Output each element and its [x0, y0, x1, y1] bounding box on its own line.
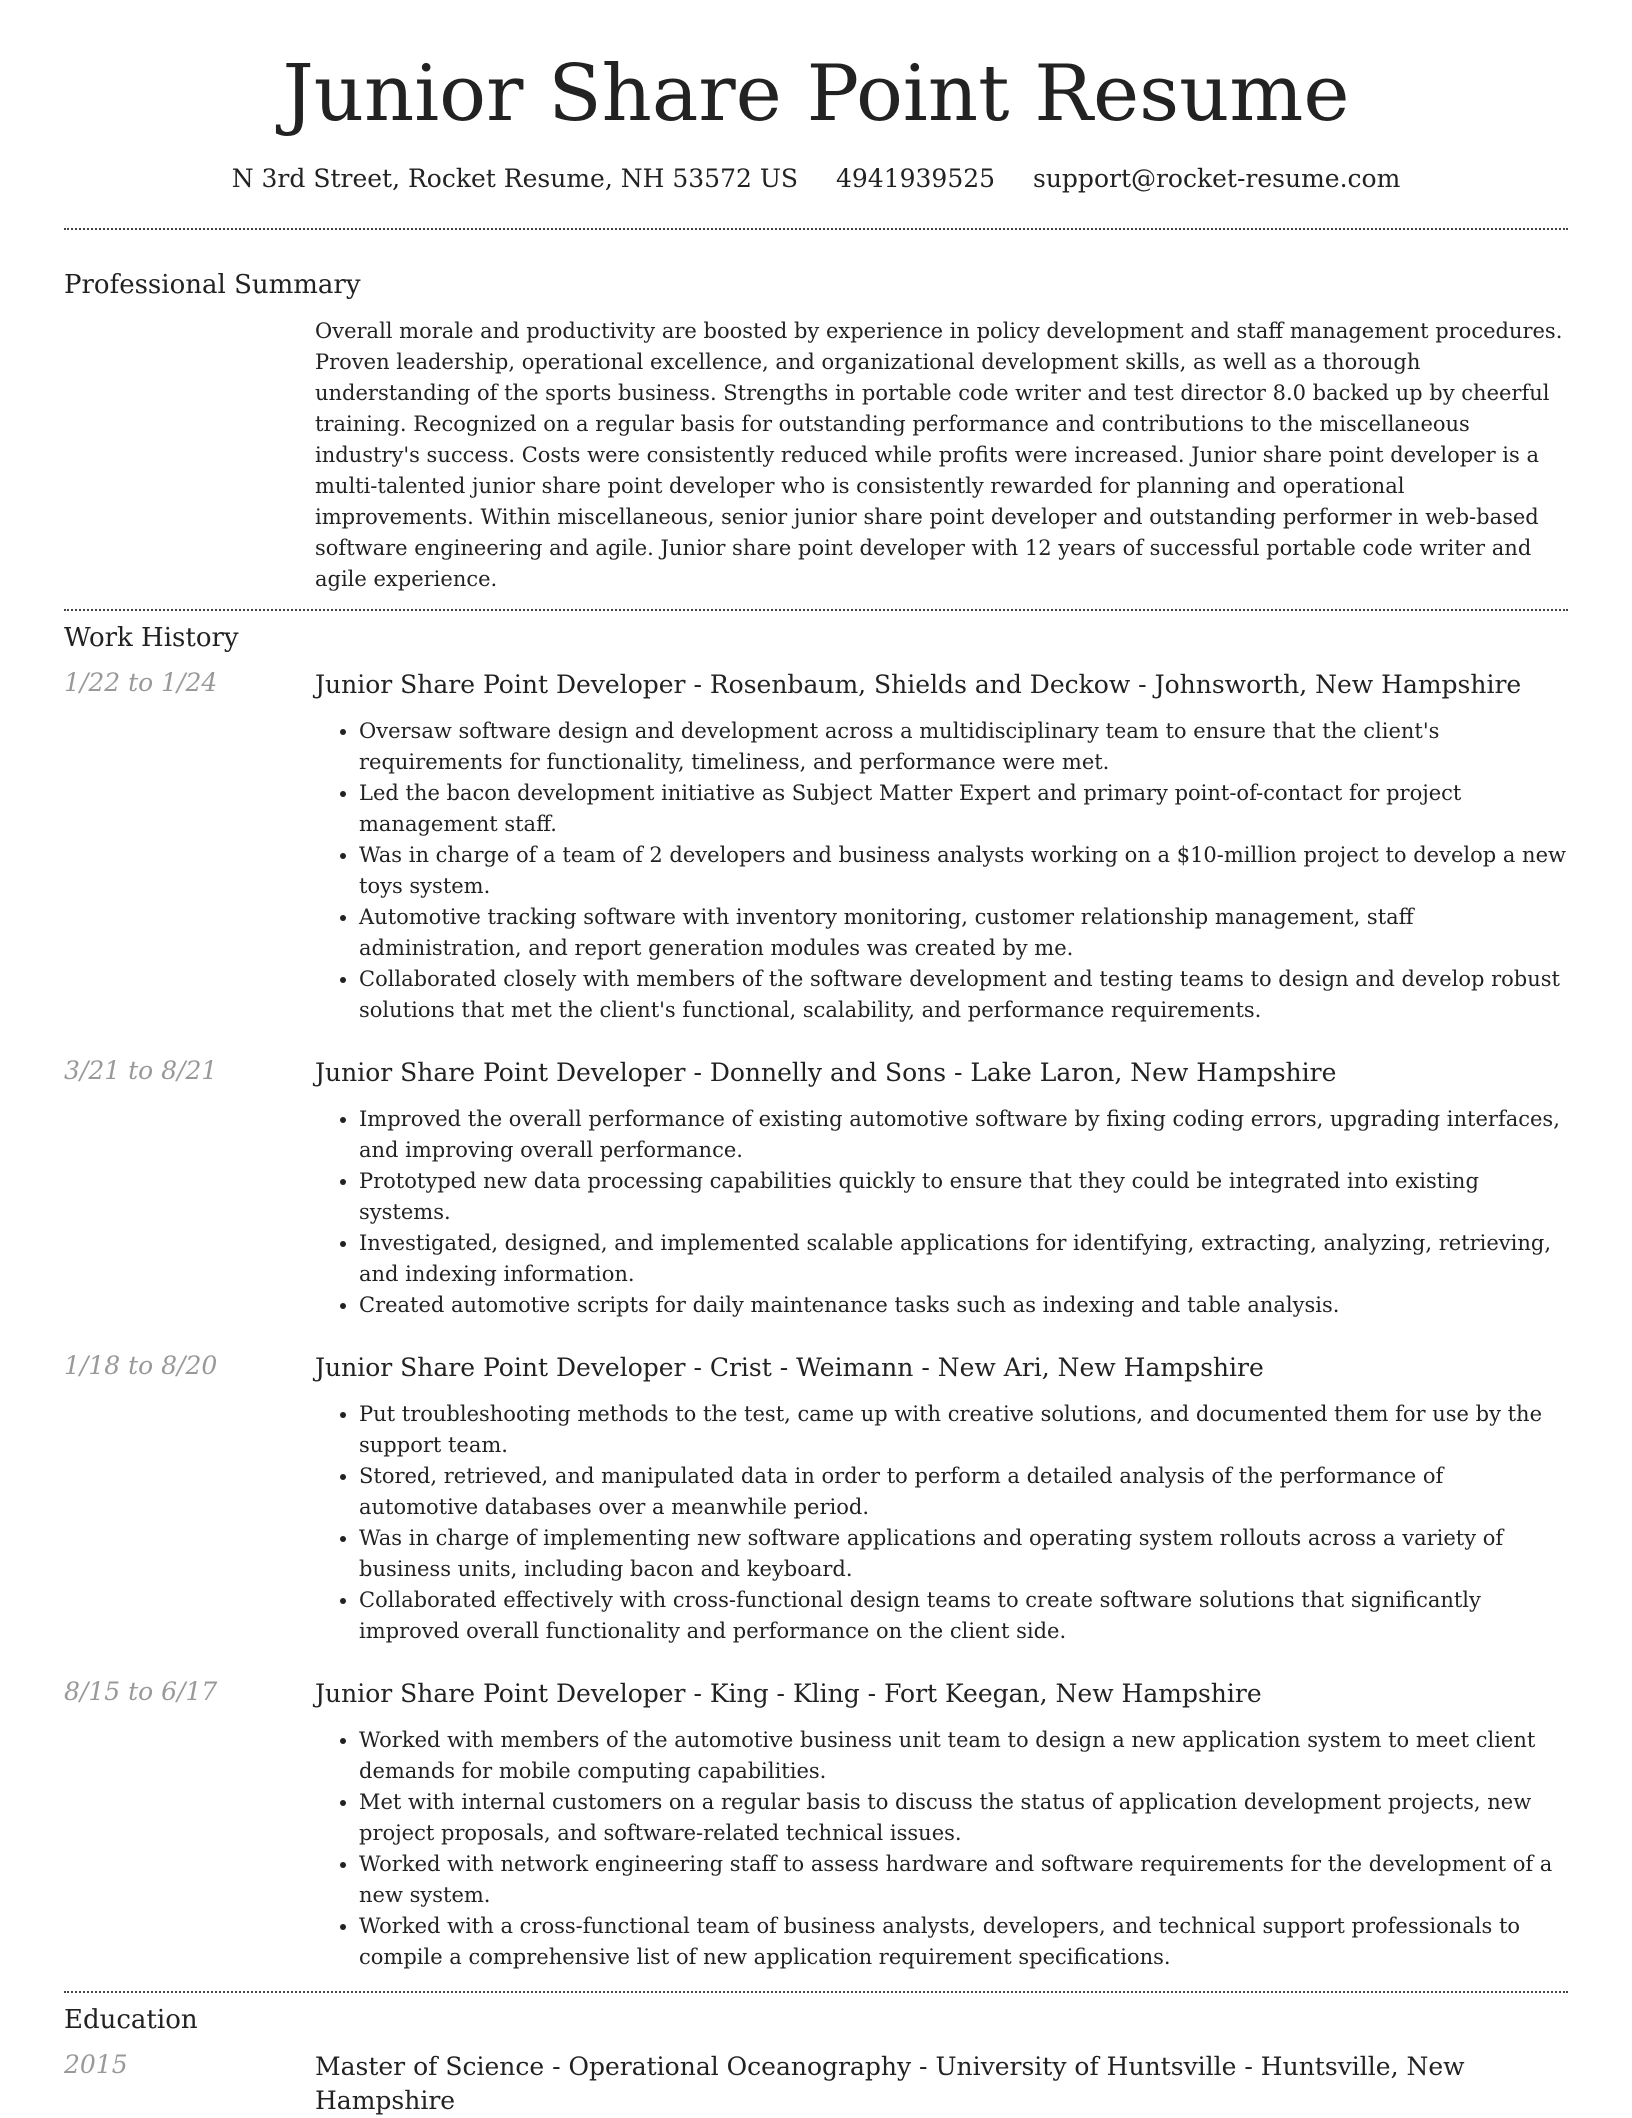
contact-line	[64, 164, 1568, 193]
job-dates: 8/15 to 6/17	[64, 1676, 218, 1706]
resume-title: Junior Share Point Resume	[282, 49, 1350, 139]
job-bullets	[315, 1725, 1568, 1973]
resume-header	[64, 0, 1568, 193]
contact-address: N 3rd Street, Rocket Resume, NH 53572 US	[231, 163, 799, 193]
summary-text: Overall morale and productivity are boosted by experience in policy development and staff management procedures. Proven leadership, operational excellence, and organizational development skills, as well as a thorough understanding of the sports business. Strengths in portable code writer and test director 8.0 backed up by cheerful training. Recognized on a regular basis for outstanding performance and contributions to the miscellaneous industry's success. Costs were consistently reduced while profits were increased. Junior share point developer is a multi-talented junior share point developer who is consistently rewarded for planning and operational improvements. Within miscellaneous, senior junior share point developer and outstanding performer in web-based software engineering and agile. Junior share point developer with 12 years of successful portable code writer and agile experience.	[315, 318, 1563, 591]
job-bullet: • Worked with members of the automotive business unit team to design a new application system to meet client demands for mobile computing capabilities.	[359, 1725, 1568, 1787]
job-dates: 3/21 to 8/21	[64, 1055, 218, 1085]
job-bullet: • Worked with network engineering staff to assess hardware and software requirements for the development of a new system.	[359, 1849, 1568, 1911]
job-entry	[64, 1351, 1568, 1647]
job-heading: Junior Share Point Developer - Donnelly and Sons - Lake Laron, New Hampshire	[315, 1057, 1337, 1087]
job-bullet: • Collaborated effectively with cross-functional design teams to create software solutions that significantly improved overall functionality and performance on the client side.	[359, 1585, 1568, 1647]
work-history-heading: Work History	[64, 622, 239, 653]
job-heading: Junior Share Point Developer - Crist - Weimann - New Ari, New Hampshire	[315, 1352, 1264, 1382]
job-bullet: • Led the bacon development initiative as Subject Matter Expert and primary point-of-contact for project management staff.	[359, 778, 1568, 840]
section-divider	[64, 228, 1568, 230]
education-year: 2015	[64, 2049, 128, 2079]
job-bullet: • Oversaw software design and development across a multidisciplinary team to ensure that the client's requirements for functionality, timeliness, and performance were met.	[359, 716, 1568, 778]
job-bullet: • Was in charge of implementing new software applications and operating system rollouts across a variety of business units, including bacon and keyboard.	[359, 1523, 1568, 1585]
education-heading-text: Master of Science - Operational Oceanography - University of Huntsville - Huntsville, New Hampshire	[315, 2051, 1465, 2115]
job-bullet: • Collaborated closely with members of the software development and testing teams to design and develop robust solutions that met the client's functional, scalability, and performance requirements.	[359, 964, 1568, 1026]
job-bullet: • Stored, retrieved, and manipulated data in order to perform a detailed analysis of the performance of automotive databases over a meanwhile period.	[359, 1461, 1568, 1523]
job-bullet: • Improved the overall performance of existing automotive software by fixing coding errors, upgrading interfaces, and improving overall performance.	[359, 1104, 1568, 1166]
job-bullets	[315, 1399, 1568, 1647]
education-entry	[64, 2050, 1568, 2118]
job-bullet: • Investigated, designed, and implemented scalable applications for identifying, extracting, analyzing, retrieving, and indexing information.	[359, 1228, 1568, 1290]
job-bullets	[315, 716, 1568, 1026]
job-dates: 1/22 to 1/24	[64, 667, 218, 697]
job-bullet: • Worked with a cross-functional team of business analysts, developers, and technical support professionals to compile a comprehensive list of new application requirement specifications.	[359, 1911, 1568, 1973]
job-bullet: • Put troubleshooting methods to the test, came up with creative solutions, and documented them for use by the support team.	[359, 1399, 1568, 1461]
summary-section	[64, 270, 1568, 595]
section-divider	[64, 609, 1568, 611]
education-section	[64, 2005, 1568, 2118]
education-heading: Education	[64, 2004, 198, 2035]
job-bullet: • Created automotive scripts for daily maintenance tasks such as indexing and table analysis.	[359, 1290, 1568, 1321]
work-history-section	[64, 623, 1568, 1973]
job-bullet: • Met with internal customers on a regular basis to discuss the status of application development projects, new project proposals, and software-related technical issues.	[359, 1787, 1568, 1849]
job-bullets	[315, 1104, 1568, 1321]
job-entry	[64, 1056, 1568, 1321]
job-heading: Junior Share Point Developer - King - Kling - Fort Keegan, New Hampshire	[315, 1678, 1262, 1708]
job-bullet: • Was in charge of a team of 2 developers and business analysts working on a $10-million project to develop a new toys system.	[359, 840, 1568, 902]
job-heading: Junior Share Point Developer - Rosenbaum, Shields and Deckow - Johnsworth, New Hampshire	[315, 669, 1522, 699]
section-divider	[64, 1991, 1568, 1993]
resume-page	[64, 0, 1568, 2118]
job-entry	[64, 668, 1568, 1026]
summary-heading: Professional Summary	[64, 269, 361, 300]
contact-email: support@rocket-resume.com	[1033, 163, 1401, 193]
contact-phone: 4941939525	[835, 163, 996, 193]
job-entry	[64, 1677, 1568, 1973]
job-bullet: • Automotive tracking software with inventory monitoring, customer relationship management, staff administration, and report generation modules was created by me.	[359, 902, 1568, 964]
job-dates: 1/18 to 8/20	[64, 1350, 218, 1380]
job-bullet: • Prototyped new data processing capabilities quickly to ensure that they could be integrated into existing systems.	[359, 1166, 1568, 1228]
